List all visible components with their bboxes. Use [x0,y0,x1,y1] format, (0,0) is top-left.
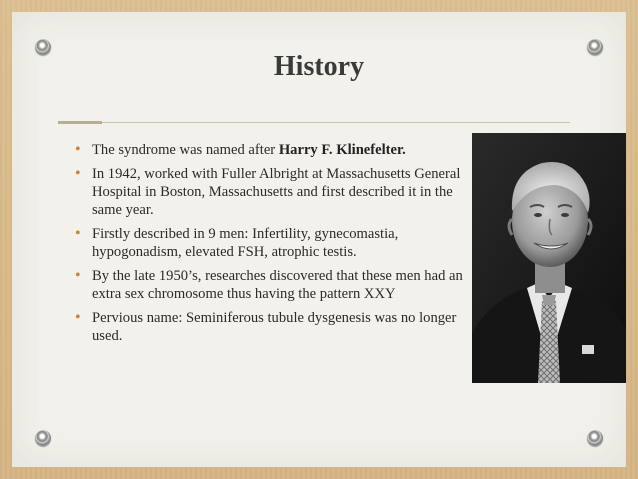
portrait-illustration [472,133,626,383]
bullet-text: Firstly described in 9 men: Infertility, gynecomastia, hypogonadism, elevated FSH, atrophic testis. [92,226,399,260]
bullet-item [75,309,467,345]
bullet-item [75,267,467,303]
bullet-item [75,165,467,219]
bullet-bold-text: Harry F. Klinefelter. [278,142,406,158]
bullet-item [75,225,467,261]
portrait-photo [472,133,626,383]
bullet-text: In 1942, worked with Fuller Albright at Massachusetts General Hospital in Boston, Massachusetts and first described it in the same year. [92,166,461,218]
bullet-text: The syndrome was named after [92,142,279,158]
bullet-item [75,141,467,159]
slide-title: History [273,51,365,82]
tack-icon [35,430,51,446]
bullet-list [75,141,467,351]
title-divider [58,122,570,123]
tack-icon [587,430,603,446]
bullet-text: By the late 1950’s, researches discovered that these men had an extra sex chromosome thus having the pattern XXY [92,268,463,302]
bullet-text: Pervious name: Seminiferous tubule dysgenesis was no longer used. [92,310,457,344]
